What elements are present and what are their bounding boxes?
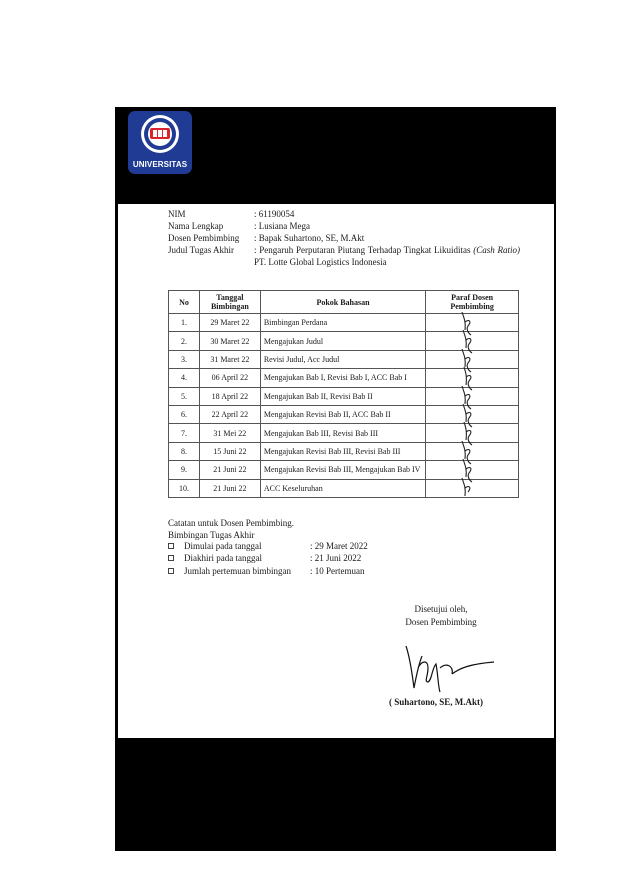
row-no: 4. bbox=[169, 369, 200, 387]
row-topic: ACC Keseluruhan bbox=[260, 479, 425, 497]
approval-line: Disetujui oleh, bbox=[414, 604, 468, 614]
row-no: 6. bbox=[169, 405, 200, 423]
header-topic: Pokok Bahasan bbox=[260, 291, 425, 314]
advisor-notes bbox=[168, 518, 294, 541]
row-date: 21 Juni 22 bbox=[199, 461, 260, 479]
end-date-item bbox=[168, 553, 362, 563]
thesis-title-suffix: PT. Lotte Global Logistics Indonesia bbox=[254, 257, 387, 267]
name-label: Nama Lengkap bbox=[168, 221, 224, 231]
start-date-label: Dimulai pada tanggal bbox=[184, 541, 262, 551]
row-no: 8. bbox=[169, 442, 200, 460]
row-signature bbox=[426, 479, 519, 497]
row-no: 3. bbox=[169, 350, 200, 368]
row-topic: Bimbingan Perdana bbox=[260, 314, 425, 332]
notes-heading: Catatan untuk Dosen Pembimbing. bbox=[168, 518, 294, 528]
notes-subheading: Bimbingan Tugas Akhir bbox=[168, 529, 255, 540]
advisor-label: Dosen Pembimbing bbox=[168, 233, 240, 243]
row-date: 22 April 22 bbox=[199, 405, 260, 423]
start-date-item bbox=[168, 541, 368, 551]
row-topic: Mengajukan Revisi Bab III, Mengajukan Bab IV bbox=[260, 461, 425, 479]
row-date: 30 Maret 22 bbox=[199, 332, 260, 350]
header-date: Tanggal Bimbingan bbox=[199, 291, 260, 314]
nim-value: : 61190054 bbox=[254, 209, 295, 219]
row-no: 9. bbox=[169, 461, 200, 479]
meeting-count-value: : 10 Pertemuan bbox=[310, 566, 365, 576]
thesis-label: Judul Tugas Akhir bbox=[168, 245, 235, 255]
logo-text: UNIVERSITAS bbox=[132, 160, 188, 169]
row-topic: Mengajukan Bab II, Revisi Bab II bbox=[260, 387, 425, 405]
row-no: 10. bbox=[169, 479, 200, 497]
checkbox-icon bbox=[168, 568, 174, 574]
row-topic: Mengajukan Bab I, Revisi Bab I, ACC Bab I bbox=[260, 369, 425, 387]
meeting-count-item bbox=[168, 566, 365, 576]
row-topic: Mengajukan Judul bbox=[260, 332, 425, 350]
row-topic: Revisi Judul, Acc Judul bbox=[260, 350, 425, 368]
row-date: 21 Juni 22 bbox=[199, 479, 260, 497]
row-no: 1. bbox=[169, 314, 200, 332]
row-topic: Mengajukan Revisi Bab II, ACC Bab II bbox=[260, 405, 425, 423]
nim-label: NIM bbox=[168, 209, 186, 219]
header-sign: Paraf Dosen Pembimbing bbox=[426, 291, 519, 314]
checkbox-icon bbox=[168, 543, 174, 549]
checkbox-icon bbox=[168, 555, 174, 561]
end-date-value: : 21 Juni 2022 bbox=[310, 553, 362, 563]
end-date-label: Diakhiri pada tanggal bbox=[184, 553, 262, 563]
row-date: 06 April 22 bbox=[199, 369, 260, 387]
row-no: 2. bbox=[169, 332, 200, 350]
signer-name: ( Suhartono, SE, M.Akt) bbox=[388, 697, 483, 707]
university-logo bbox=[128, 111, 192, 174]
row-date: 31 Mei 22 bbox=[199, 424, 260, 442]
start-date-value: : 29 Maret 2022 bbox=[310, 541, 368, 551]
row-topic: Mengajukan Revisi Bab III, Revisi Bab III bbox=[260, 442, 425, 460]
name-value: : Lusiana Mega bbox=[254, 221, 310, 231]
thesis-title-italic: (Cash Ratio) bbox=[473, 245, 520, 255]
thesis-title bbox=[254, 244, 520, 268]
emblem-icon bbox=[128, 111, 192, 161]
row-topic: Mengajukan Bab III, Revisi Bab III bbox=[260, 424, 425, 442]
advisor-signature-icon bbox=[398, 638, 498, 702]
row-no: 5. bbox=[169, 387, 200, 405]
row-date: 29 Maret 22 bbox=[199, 314, 260, 332]
initial-signature-icon bbox=[456, 476, 478, 502]
row-no: 7. bbox=[169, 424, 200, 442]
row-date: 31 Maret 22 bbox=[199, 350, 260, 368]
header-no: No bbox=[169, 291, 200, 314]
approval-role: Dosen Pembimbing bbox=[405, 617, 477, 627]
row-date: 18 April 22 bbox=[199, 387, 260, 405]
row-date: 15 Juni 22 bbox=[199, 442, 260, 460]
guidance-log-table bbox=[168, 290, 519, 498]
meeting-count-label: Jumlah pertemuan bimbingan bbox=[184, 566, 291, 576]
thesis-title-prefix: : Pengaruh Perputaran Piutang Terhadap Tingkat Likuiditas bbox=[254, 245, 474, 255]
table-row bbox=[169, 479, 519, 497]
advisor-value: : Bapak Suhartono, SE, M.Akt bbox=[254, 233, 365, 243]
approval-block bbox=[386, 603, 496, 629]
